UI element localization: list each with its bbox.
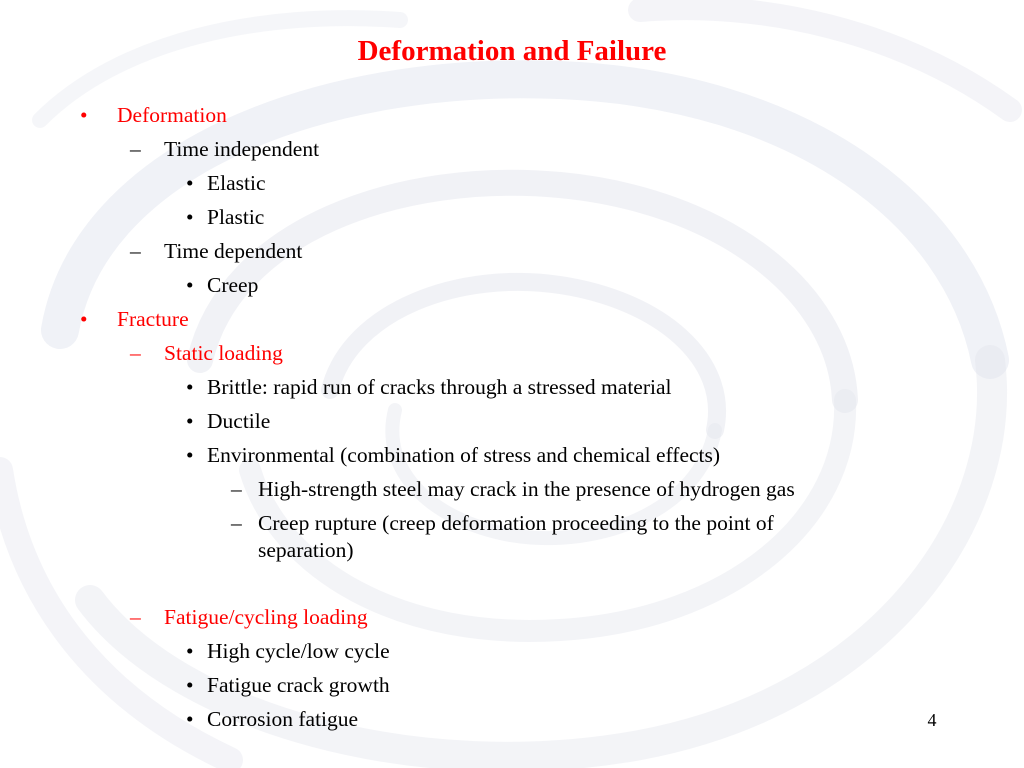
slide-title: Deformation and Failure: [357, 35, 667, 67]
bullet-marker: •: [186, 273, 194, 297]
list-item-text: Creep: [207, 273, 259, 297]
list-item-text: Fatigue/cycling loading: [164, 605, 368, 629]
dash-marker: –: [130, 605, 141, 629]
dash-marker: –: [130, 137, 141, 161]
bullet-marker: •: [186, 639, 194, 663]
list-item-text: Plastic: [207, 205, 265, 229]
list-item-text: Static loading: [164, 341, 283, 365]
bullet-marker: •: [186, 375, 194, 399]
bullet-marker: •: [186, 443, 194, 467]
list-item-text: Environmental (combination of stress and chemical effects): [207, 443, 721, 467]
list-item-text: High cycle/low cycle: [207, 639, 390, 663]
list-item-text: Deformation: [117, 103, 227, 127]
list-item-text: separation): [258, 538, 354, 562]
list-item-text: Elastic: [207, 171, 266, 195]
page-number: 4: [927, 710, 937, 730]
bullet-marker: •: [80, 103, 88, 127]
bullet-marker: •: [186, 673, 194, 697]
list-item-text: High-strength steel may crack in the presence of hydrogen gas: [258, 477, 795, 501]
list-item-text: Corrosion fatigue: [207, 707, 359, 731]
bullet-marker: •: [186, 205, 194, 229]
bullet-marker: •: [186, 409, 194, 433]
list-item-text: Creep rupture (creep deformation proceeding to the point of: [258, 511, 774, 535]
dash-marker: –: [231, 511, 242, 535]
bullet-marker: •: [186, 171, 194, 195]
dash-marker: –: [231, 477, 242, 501]
bullet-marker: •: [186, 707, 194, 731]
dash-marker: –: [130, 341, 141, 365]
list-item-text: Fracture: [117, 307, 189, 331]
dash-marker: –: [130, 239, 141, 263]
list-item-text: Ductile: [207, 409, 271, 433]
bullet-marker: •: [80, 307, 88, 331]
list-item-text: Time dependent: [164, 239, 303, 263]
list-item-text: Fatigue crack growth: [207, 673, 390, 697]
list-item-text: Time independent: [164, 137, 320, 161]
list-item-text: Brittle: rapid run of cracks through a stressed material: [207, 375, 672, 399]
